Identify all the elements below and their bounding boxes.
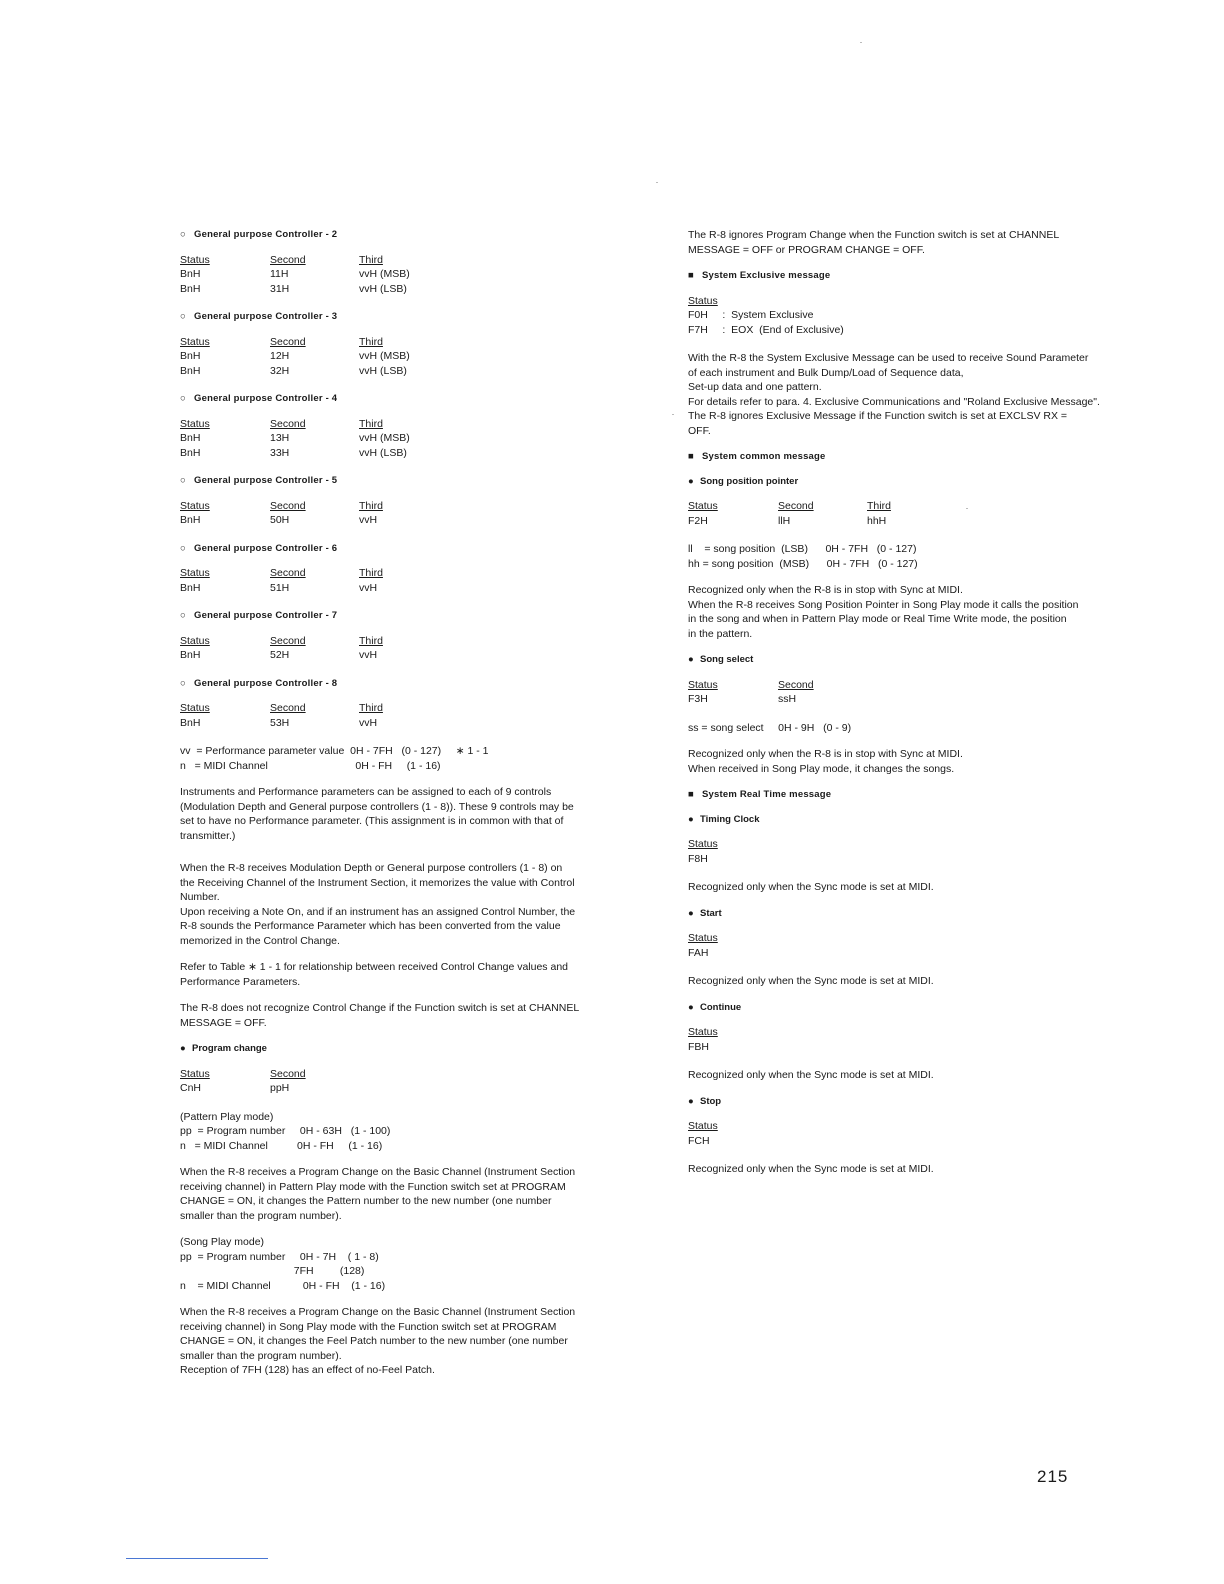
table-cell: vvH (359, 581, 378, 594)
section-title: System common message (702, 451, 826, 462)
text-line: For details refer to para. 4. Exclusive Communications and "Roland Exclusive Message". (688, 395, 1100, 408)
section-heading (688, 269, 1138, 284)
table-header-cell (180, 335, 270, 350)
circle-icon: ○ (180, 229, 186, 240)
table-row (180, 267, 640, 282)
section-heading (688, 907, 1138, 922)
table-cell: 51H (270, 581, 290, 594)
table-header-cell (688, 678, 778, 693)
table-header-cell (688, 837, 778, 852)
table-header-cell (778, 499, 867, 514)
table-cell: BnH (180, 716, 201, 729)
section-title: General purpose Controller - 5 (194, 475, 338, 486)
table-header-row (688, 678, 1138, 693)
status-table (180, 417, 640, 461)
table-cell: vvH (359, 649, 378, 661)
paragraph (688, 228, 1138, 257)
table-header-cell (180, 253, 270, 268)
paragraph (180, 785, 640, 843)
section-title: System Real Time message (702, 789, 832, 800)
section-heading (688, 475, 1138, 490)
left-column (180, 228, 640, 1390)
header-label: Second (270, 1067, 306, 1080)
table-cell: llH (778, 514, 791, 527)
table-header-cell (359, 566, 479, 581)
table-row (180, 716, 640, 731)
paragraph (688, 542, 1138, 571)
text-line: Recognized only when the Sync mode is set at MIDI. (688, 1163, 934, 1175)
table-cell: 53H (270, 716, 290, 729)
text-line: When the R-8 receives Song Position Pointer in Song Play mode it calls the position (688, 598, 1079, 611)
header-label: Status (180, 634, 210, 647)
text-line: (Pattern Play mode) (180, 1110, 274, 1123)
table-cell: F8H (688, 852, 708, 865)
table-cell: FCH (688, 1134, 710, 1147)
text-line: smaller than the program number). (180, 1209, 342, 1222)
paragraph (180, 1110, 640, 1154)
text-line: Recognized only when the Sync mode is set at MIDI. (688, 975, 934, 987)
header-label: Third (359, 634, 383, 647)
section-title: General purpose Controller - 7 (194, 610, 338, 621)
header-label: Status (688, 1120, 718, 1132)
bullet-icon: ● (688, 1095, 694, 1107)
table-header-cell (180, 701, 270, 716)
table-header-cell (359, 499, 479, 514)
section-heading (180, 609, 640, 624)
status-table (180, 566, 640, 595)
table-cell: vvH (LSB) (359, 282, 407, 295)
status-table (180, 253, 640, 297)
table-header-row (180, 634, 640, 649)
table-header-row (180, 335, 640, 350)
bullet-icon: ● (688, 813, 694, 825)
header-label: Third (867, 500, 891, 512)
table-row (180, 364, 640, 379)
table-header-row (688, 931, 1138, 946)
paragraph (180, 1305, 640, 1378)
text-line: The R-8 ignores Exclusive Message if the Function switch is set at EXCLSV RX = (688, 410, 1068, 422)
text-line: ll = song position (LSB) 0H - 7FH (0 - 127) (688, 543, 917, 555)
table-cell: vvH (359, 514, 378, 526)
text-line: pp = Program number 0H - 63H (1 - 100) (180, 1125, 391, 1137)
table-header-cell (688, 1025, 778, 1040)
table-row (180, 513, 640, 528)
table-header-cell (778, 678, 867, 693)
header-label: Second (270, 253, 306, 266)
header-label: Third (359, 417, 383, 430)
section-title: Program change (192, 1043, 267, 1054)
table-header-cell (867, 499, 987, 514)
table-header-row (180, 253, 640, 268)
table-header-row (180, 499, 640, 514)
right-column (688, 228, 1138, 1189)
table-cell: vvH (MSB) (359, 350, 410, 362)
table-cell: vvH (MSB) (359, 432, 410, 444)
text-line: receiving channel) in Song Play mode with the Function switch set at PROGRAM (180, 1320, 557, 1333)
status-table (180, 701, 640, 730)
paragraph (180, 1165, 640, 1223)
table-header-row (688, 1119, 1138, 1134)
page-number: 215 (1037, 1467, 1069, 1486)
text-line: Recognized only when the R-8 is in stop with Sync at MIDI. (688, 748, 963, 760)
table-header-row (180, 701, 640, 716)
text-line: R-8 sounds the Performance Parameter which has been converted from the value (180, 920, 561, 932)
section-title: Continue (700, 1001, 742, 1013)
text-line: vv = Performance parameter value 0H - 7FH (0 - 127) ∗ 1 - 1 (180, 745, 489, 757)
square-icon: ■ (688, 451, 694, 462)
text-line: ss = song select 0H - 9H (0 - 9) (688, 721, 852, 734)
table-header-row (180, 1067, 640, 1082)
section-title: General purpose Controller - 3 (194, 311, 338, 322)
header-label: Status (180, 567, 210, 579)
header-label: Status (180, 702, 210, 714)
section-heading (688, 813, 1138, 828)
paragraph (688, 583, 1138, 641)
table-cell: F2H (688, 514, 708, 527)
header-label: Status (688, 838, 718, 850)
header-label: Second (778, 678, 814, 691)
table-cell: 13H (270, 432, 290, 444)
circle-icon: ○ (180, 610, 186, 621)
header-label: Third (359, 253, 383, 266)
table-header-cell (359, 634, 479, 649)
status-table (180, 634, 640, 663)
text-line: Recognized only when the Sync mode is set at MIDI. (688, 1069, 934, 1081)
section-heading (180, 474, 640, 489)
table-cell: BnH (180, 350, 201, 362)
text-line: Recognized only when the Sync mode is set at MIDI. (688, 881, 934, 893)
text-line: OFF. (688, 424, 711, 437)
header-label: Third (359, 567, 383, 579)
text-line: Set-up data and one pattern. (688, 381, 822, 393)
text-line: 7FH (128) (180, 1265, 365, 1277)
text-line: receiving channel) in Pattern Play mode with the Function switch set at PROGRAM (180, 1180, 566, 1193)
square-icon: ■ (688, 270, 694, 281)
table-header-cell (180, 634, 270, 649)
header-label: Second (270, 634, 306, 647)
paragraph (180, 861, 640, 948)
text-line: (Modulation Depth and General purpose controllers (1 - 8)). These 9 controls may be (180, 800, 574, 813)
bullet-icon: ● (688, 907, 694, 919)
section-heading (180, 392, 640, 407)
text-line: in the song and when in Pattern Play mode or Real Time Write mode, the position (688, 613, 1067, 625)
status-table (688, 678, 1138, 707)
paragraph (688, 747, 1138, 776)
section-title: Start (700, 907, 722, 919)
text-line: of each instrument and Bulk Dump/Load of Sequence data, (688, 366, 964, 379)
table-cell: CnH (180, 1082, 202, 1094)
status-table (688, 1119, 1138, 1148)
table-header-cell (270, 499, 359, 514)
text-line: When the R-8 receives a Program Change on the Basic Channel (Instrument Section (180, 1166, 576, 1178)
text-line: Refer to Table ∗ 1 - 1 for relationship between received Control Change values and (180, 961, 568, 973)
section-title: Song select (700, 654, 754, 665)
text-line: When received in Song Play mode, it changes the songs. (688, 762, 955, 775)
header-label: Status (180, 335, 210, 348)
table-header-cell (688, 1119, 778, 1134)
table-header-cell (270, 335, 359, 350)
section-heading (180, 1042, 640, 1057)
text-line: set to have no Performance parameter. (This assignment is in common with that of (180, 815, 564, 827)
square-icon: ■ (688, 789, 694, 800)
table-header-cell (270, 1067, 359, 1082)
table-row (180, 446, 640, 461)
paragraph (180, 1235, 640, 1293)
table-cell: BnH (180, 282, 201, 295)
header-label: Second (270, 417, 306, 430)
table-header-cell (359, 335, 479, 350)
text-line: MESSAGE = OFF or PROGRAM CHANGE = OFF. (688, 243, 925, 256)
section-title: Timing Clock (700, 813, 760, 825)
table-row (688, 514, 1138, 529)
circle-icon: ○ (180, 311, 186, 322)
status-table (688, 837, 1138, 866)
section-title: System Exclusive message (702, 270, 831, 281)
table-cell: BnH (180, 268, 201, 280)
table-row: F7H : EOX (End of Exclusive) (688, 323, 844, 336)
circle-icon: ○ (180, 542, 186, 554)
text-line: the Receiving Channel of the Instrument Section, it memorizes the value with Control (180, 876, 575, 889)
header-label: Status (688, 678, 718, 691)
table-cell: 52H (270, 649, 290, 661)
table-header-cell (270, 566, 359, 581)
section-heading (688, 1001, 1138, 1016)
table-cell: ssH (778, 693, 797, 705)
circle-icon: ○ (180, 393, 186, 404)
text-line: Reception of 7FH (128) has an effect of no-Feel Patch. (180, 1364, 435, 1376)
header-label: Second (270, 499, 306, 512)
table-header-row (688, 294, 1138, 309)
section-heading (180, 310, 640, 325)
text-line: pp = Program number 0H - 7H ( 1 - 8) (180, 1250, 379, 1263)
table-header-cell (359, 701, 479, 716)
table-cell: 33H (270, 446, 290, 459)
text-line: smaller than the program number). (180, 1349, 342, 1362)
table-cell: 31H (270, 282, 290, 295)
bullet-icon: ● (180, 1043, 186, 1054)
table-cell: FAH (688, 946, 709, 959)
table-header-cell (270, 634, 359, 649)
header-label: Status (180, 253, 210, 266)
table-header-cell (359, 253, 479, 268)
section-heading (688, 653, 1138, 668)
section-title: General purpose Controller - 2 (194, 229, 338, 240)
table-cell: 12H (270, 350, 290, 362)
text-line: Number. (180, 891, 220, 903)
table-cell: vvH (359, 716, 378, 729)
section-heading (180, 677, 640, 692)
table-header-cell (359, 417, 479, 432)
table-cell: 50H (270, 514, 290, 526)
status-table (688, 931, 1138, 960)
section-heading (180, 228, 640, 243)
text-line: hh = song position (MSB) 0H - 7FH (0 - 127) (688, 557, 918, 570)
table-row: F0H : System Exclusive (688, 309, 814, 321)
text-line: The R-8 does not recognize Control Change if the Function switch is set at CHANNEL (180, 1002, 580, 1014)
header-label: Status (688, 932, 718, 944)
table-cell: vvH (LSB) (359, 364, 407, 377)
text-line: Recognized only when the R-8 is in stop with Sync at MIDI. (688, 584, 963, 596)
header-label: Second (270, 567, 306, 579)
text-line: With the R-8 the System Exclusive Message can be used to receive Sound Parameter (688, 352, 1089, 364)
section-heading (688, 788, 1138, 803)
status-table (688, 1025, 1138, 1054)
text-line: n = MIDI Channel 0H - FH (1 - 16) (180, 1139, 383, 1152)
header-label: Second (778, 500, 814, 512)
footer-rule (126, 1558, 268, 1559)
table-header-cell (270, 253, 359, 268)
text-line: (Song Play mode) (180, 1236, 265, 1248)
section-heading (180, 542, 640, 557)
status-table (688, 294, 1138, 338)
text-line: The R-8 ignores Program Change when the Function switch is set at CHANNEL (688, 229, 1060, 241)
text-line: When the R-8 receives Modulation Depth or General purpose controllers (1 - 8) on (180, 862, 563, 874)
text-line: CHANGE = ON, it changes the Pattern number to the new number (one number (180, 1195, 552, 1207)
table-row (180, 1081, 640, 1096)
text-line: n = MIDI Channel 0H - FH (1 - 16) (180, 759, 441, 772)
table-cell: ppH (270, 1082, 290, 1094)
header-label: Second (270, 335, 306, 348)
table-row (180, 282, 640, 297)
table-cell: vvH (LSB) (359, 446, 407, 459)
table-cell: BnH (180, 649, 201, 661)
section-title: Song position pointer (700, 475, 799, 487)
table-header-cell (270, 701, 359, 716)
bullet-icon: ● (688, 475, 694, 487)
text-line: Upon receiving a Note On, and if an instrument has an assigned Control Number, the (180, 905, 576, 918)
paragraph (688, 351, 1138, 438)
table-header-cell (180, 1067, 270, 1082)
circle-icon: ○ (180, 677, 186, 689)
section-heading (688, 1095, 1138, 1110)
table-row (180, 648, 640, 663)
table-cell: BnH (180, 364, 201, 377)
paragraph (180, 960, 640, 989)
table-cell: 32H (270, 364, 290, 377)
header-label: Status (688, 1026, 718, 1038)
status-table (180, 499, 640, 528)
text-line: When the R-8 receives a Program Change on the Basic Channel (Instrument Section (180, 1306, 576, 1318)
table-header-row (180, 417, 640, 432)
header-label: Status (180, 499, 210, 512)
table-cell: F3H (688, 693, 708, 705)
table-cell: hhH (867, 514, 887, 527)
header-label: Second (270, 702, 306, 714)
table-cell: BnH (180, 446, 201, 459)
table-cell: BnH (180, 514, 201, 526)
bullet-icon: ● (688, 654, 694, 665)
section-title: General purpose Controller - 4 (194, 393, 338, 404)
status-table (180, 335, 640, 379)
circle-icon: ○ (180, 475, 186, 486)
status-table (688, 499, 1138, 528)
bullet-icon: ● (688, 1001, 694, 1013)
header-label: Third (359, 702, 383, 714)
table-header-cell (688, 294, 778, 309)
table-row (180, 581, 640, 596)
header-label: Status (180, 417, 210, 430)
table-header-row (180, 566, 640, 581)
table-cell: BnH (180, 432, 201, 444)
table-header-cell (180, 566, 270, 581)
paragraph (180, 1001, 640, 1030)
table-header-cell (688, 931, 778, 946)
table-header-cell (180, 417, 270, 432)
table-header-row (688, 499, 1138, 514)
section-title: General purpose Controller - 8 (194, 677, 338, 689)
table-row (180, 431, 640, 446)
table-cell: 11H (270, 268, 289, 280)
table-cell: vvH (MSB) (359, 268, 410, 280)
section-title: General purpose Controller - 6 (194, 542, 338, 554)
paragraph (180, 744, 640, 773)
table-row (688, 692, 1138, 707)
text-line: in the pattern. (688, 627, 753, 640)
table-cell: BnH (180, 581, 201, 594)
table-header-row (688, 837, 1138, 852)
text-line: Performance Parameters. (180, 975, 301, 988)
header-label: Status (180, 1067, 210, 1080)
table-header-cell (688, 499, 778, 514)
text-line: transmitter.) (180, 829, 236, 842)
table-row (180, 349, 640, 364)
table-cell: FBH (688, 1040, 709, 1053)
table-header-cell (180, 499, 270, 514)
header-label: Third (359, 335, 383, 348)
header-label: Status (688, 500, 718, 512)
text-line: memorized in the Control Change. (180, 934, 340, 947)
status-table (180, 1067, 640, 1096)
table-header-cell (270, 417, 359, 432)
section-heading (688, 450, 1138, 465)
text-line: MESSAGE = OFF. (180, 1016, 267, 1029)
header-label: Third (359, 499, 383, 512)
text-line: CHANGE = ON, it changes the Feel Patch number to the new number (one number (180, 1335, 568, 1347)
table-header-row (688, 1025, 1138, 1040)
text-line: Instruments and Performance parameters can be assigned to each of 9 controls (180, 786, 552, 798)
header-label: Status (688, 294, 718, 307)
text-line: n = MIDI Channel 0H - FH (1 - 16) (180, 1279, 386, 1292)
section-title: Stop (700, 1095, 722, 1107)
